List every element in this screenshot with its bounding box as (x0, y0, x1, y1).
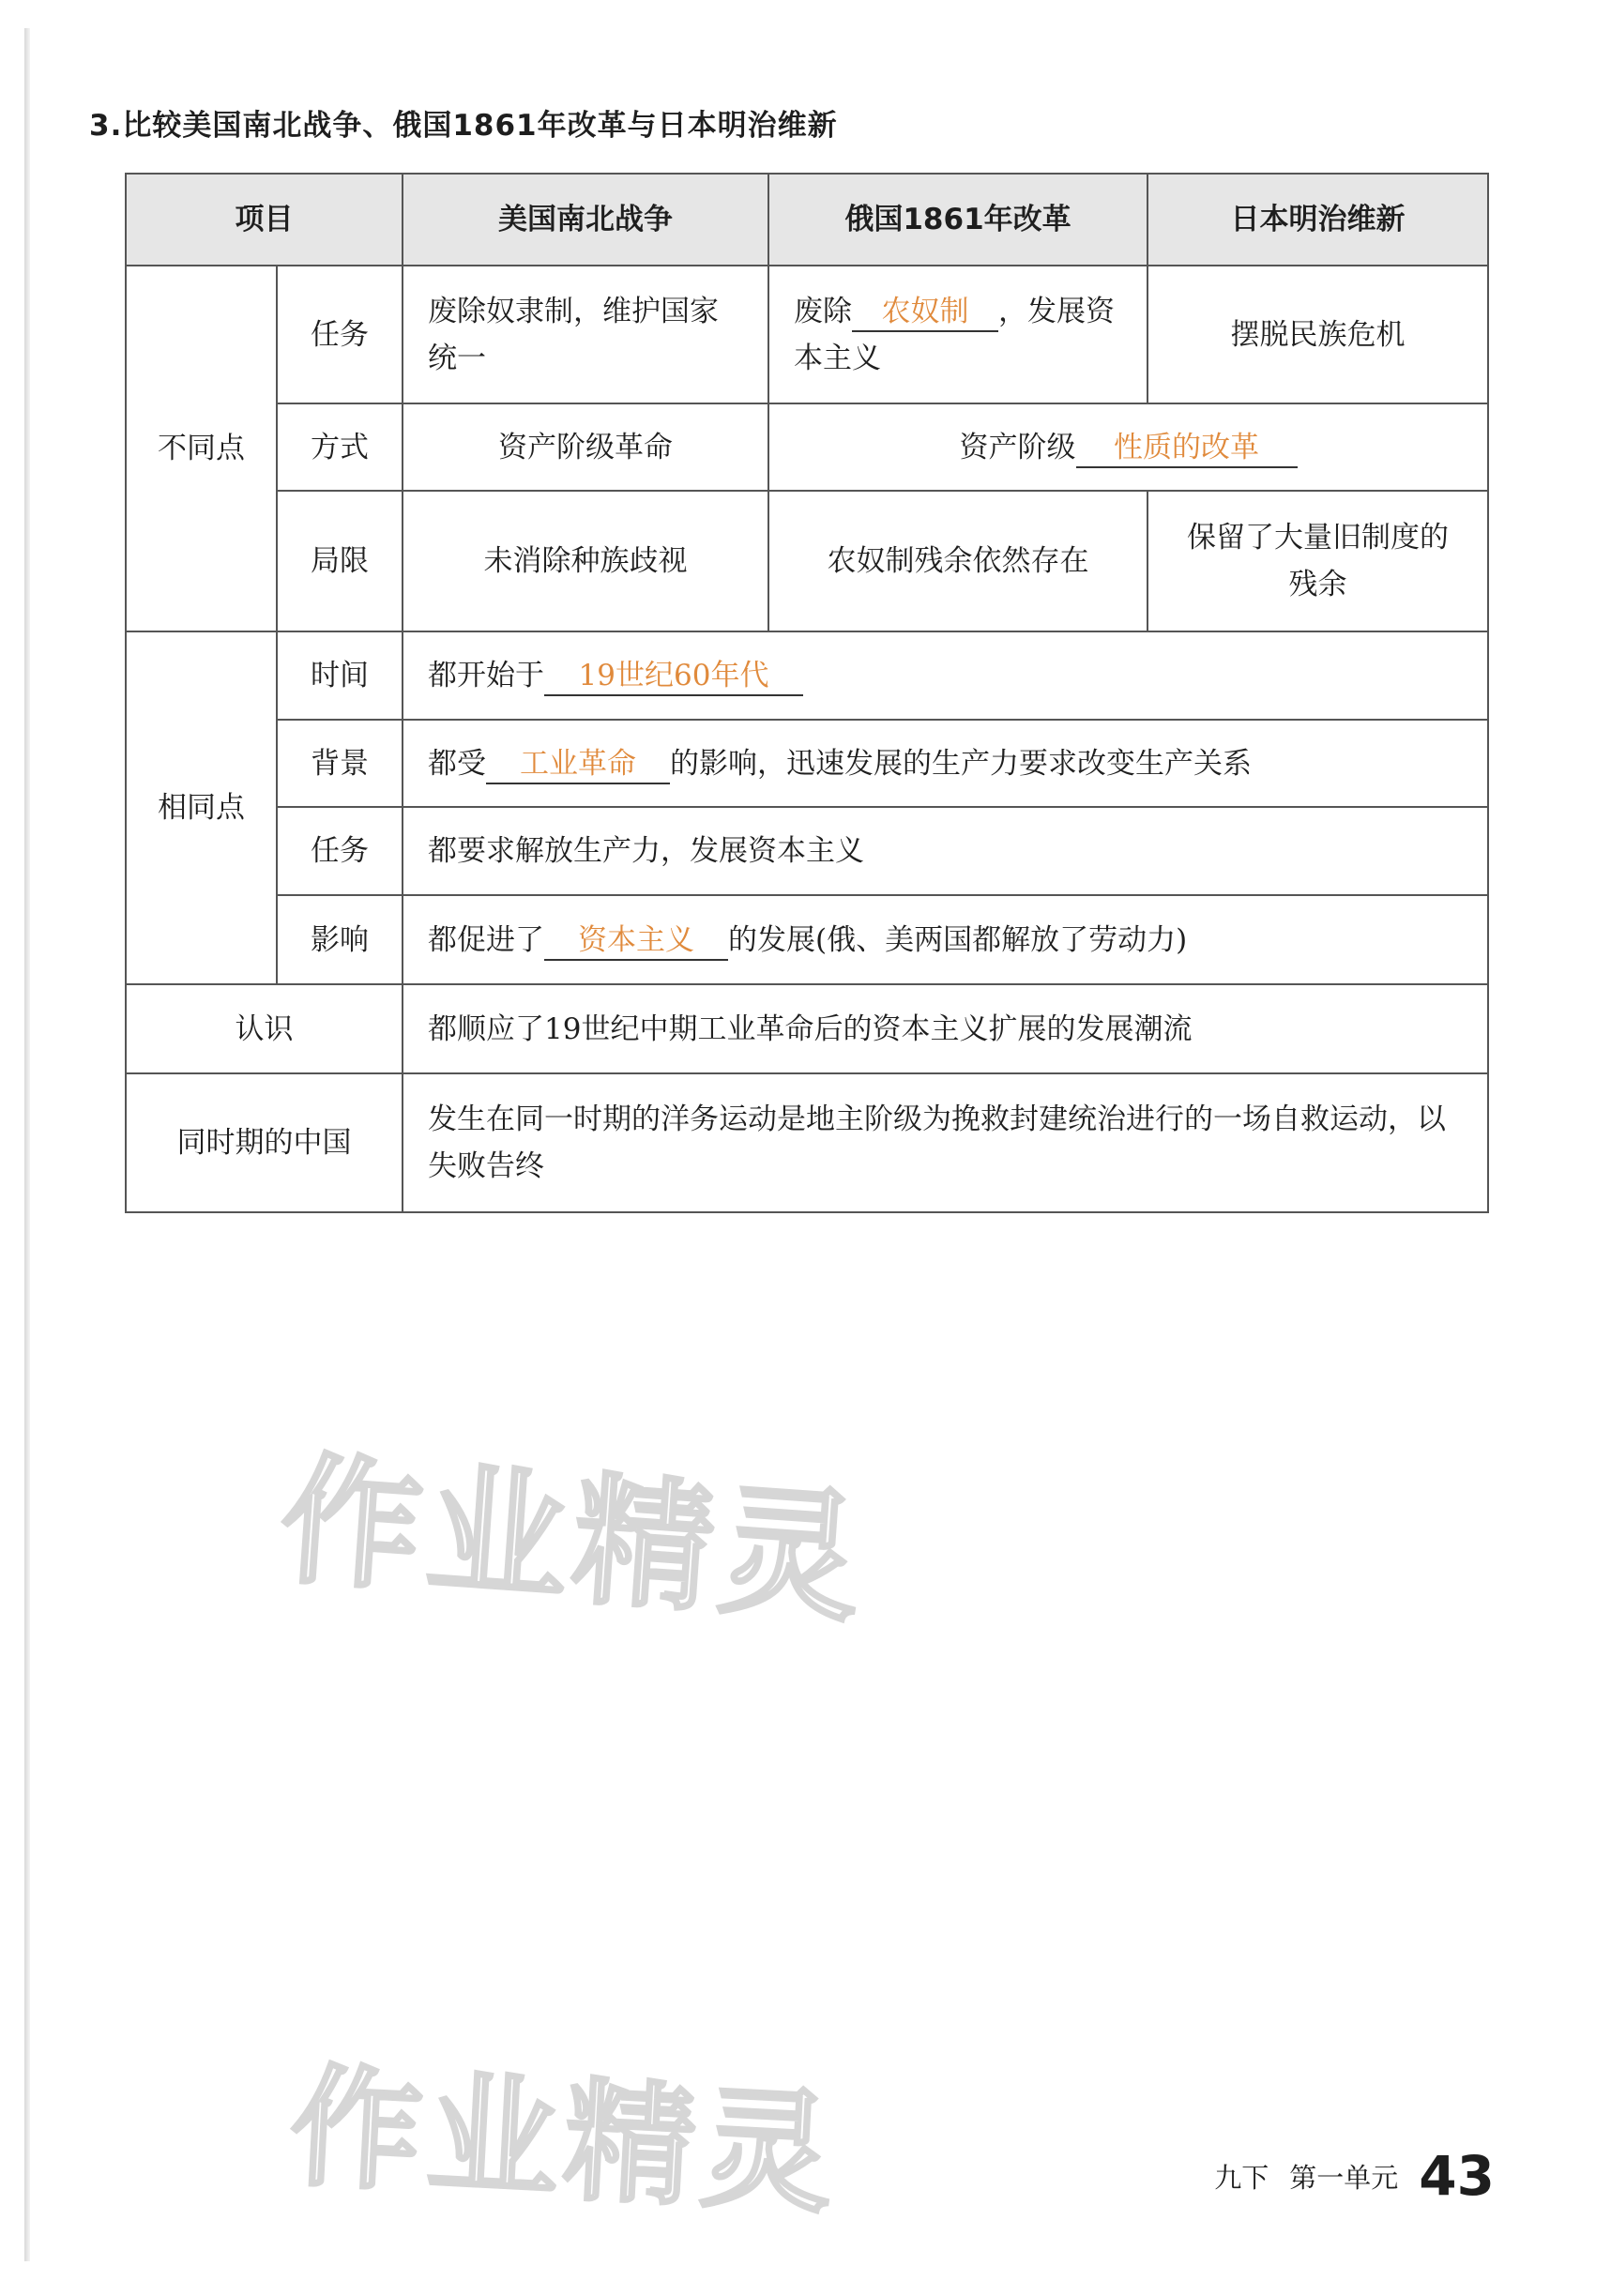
answer-blank-serfdom: 农奴制 (852, 293, 998, 332)
row-diff-limit (126, 491, 1488, 631)
row-china (126, 1073, 1488, 1212)
row-same-background (126, 720, 1488, 807)
cell-jp-task: 摆脱民族危机 (1147, 266, 1488, 403)
cell-ru-jp-method: 资产阶级 性质的改革 (768, 403, 1488, 491)
row-diff-task (126, 266, 1488, 403)
watermark-logo-bottom: 作业精灵 (286, 2050, 843, 2233)
label-same-time: 时间 (277, 631, 403, 720)
footer-unit: 第一单元 (1289, 2162, 1399, 2194)
row-diff-method (126, 403, 1488, 491)
header-item: 项目 (126, 174, 403, 266)
cell-us-task: 废除奴隶制，维护国家统一 (403, 266, 768, 403)
answer-blank-reform-nature: 性质的改革 (1076, 429, 1298, 468)
label-china: 同时期的中国 (126, 1073, 403, 1212)
header-meiji-restoration: 日本明治维新 (1147, 174, 1488, 266)
label-diff-limit: 局限 (277, 491, 403, 631)
footer-grade: 九下 (1214, 2162, 1269, 2194)
comparison-table (125, 173, 1489, 1213)
label-diff-method: 方式 (277, 403, 403, 491)
label-same-impact: 影响 (277, 895, 403, 984)
answer-blank-1860s: 19世纪60年代 (544, 657, 803, 696)
cell-jp-limit: 保留了大量旧制度的残余 (1147, 491, 1488, 631)
watermark-logo: 作业精灵 (275, 1438, 872, 1643)
cell-understanding: 都顺应了19世纪中期工业革命后的资本主义扩展的发展潮流 (403, 984, 1488, 1073)
cell-same-time: 都开始于 19世纪60年代 (403, 631, 1488, 720)
row-same-task (126, 807, 1488, 895)
label-same-background: 背景 (277, 720, 403, 807)
cell-china: 发生在同一时期的洋务运动是地主阶级为挽救封建统治进行的一场自救运动，以失败告终 (403, 1073, 1488, 1212)
answer-blank-industrial-revolution: 工业革命 (486, 745, 670, 784)
header-russia-reform: 俄国1861年改革 (768, 174, 1147, 266)
page-footer (1214, 2144, 1495, 2208)
label-understanding: 认识 (126, 984, 403, 1073)
cell-us-limit: 未消除种族歧视 (403, 491, 768, 631)
group-differences: 不同点 (126, 266, 277, 631)
group-similarities: 相同点 (126, 631, 277, 984)
page-edge-shadow (24, 28, 30, 2261)
page-number: 43 (1419, 2144, 1495, 2208)
row-same-impact (126, 895, 1488, 984)
header-us-civil-war: 美国南北战争 (403, 174, 768, 266)
cell-ru-task: 废除 农奴制 ，发展资本主义 (768, 266, 1147, 403)
label-diff-task: 任务 (277, 266, 403, 403)
cell-same-task: 都要求解放生产力，发展资本主义 (403, 807, 1488, 895)
cell-same-background: 都受 工业革命 的影响，迅速发展的生产力要求改变生产关系 (403, 720, 1488, 807)
row-same-time (126, 631, 1488, 720)
header-row (126, 174, 1488, 266)
cell-same-impact: 都促进了 资本主义 的发展(俄、美两国都解放了劳动力) (403, 895, 1488, 984)
label-same-task: 任务 (277, 807, 403, 895)
row-understanding (126, 984, 1488, 1073)
cell-ru-limit: 农奴制残余依然存在 (768, 491, 1147, 631)
cell-us-method: 资产阶级革命 (403, 403, 768, 491)
answer-blank-capitalism: 资本主义 (544, 921, 728, 961)
section-heading: 3.比较美国南北战争、俄国1861年改革与日本明治维新 (89, 109, 838, 143)
